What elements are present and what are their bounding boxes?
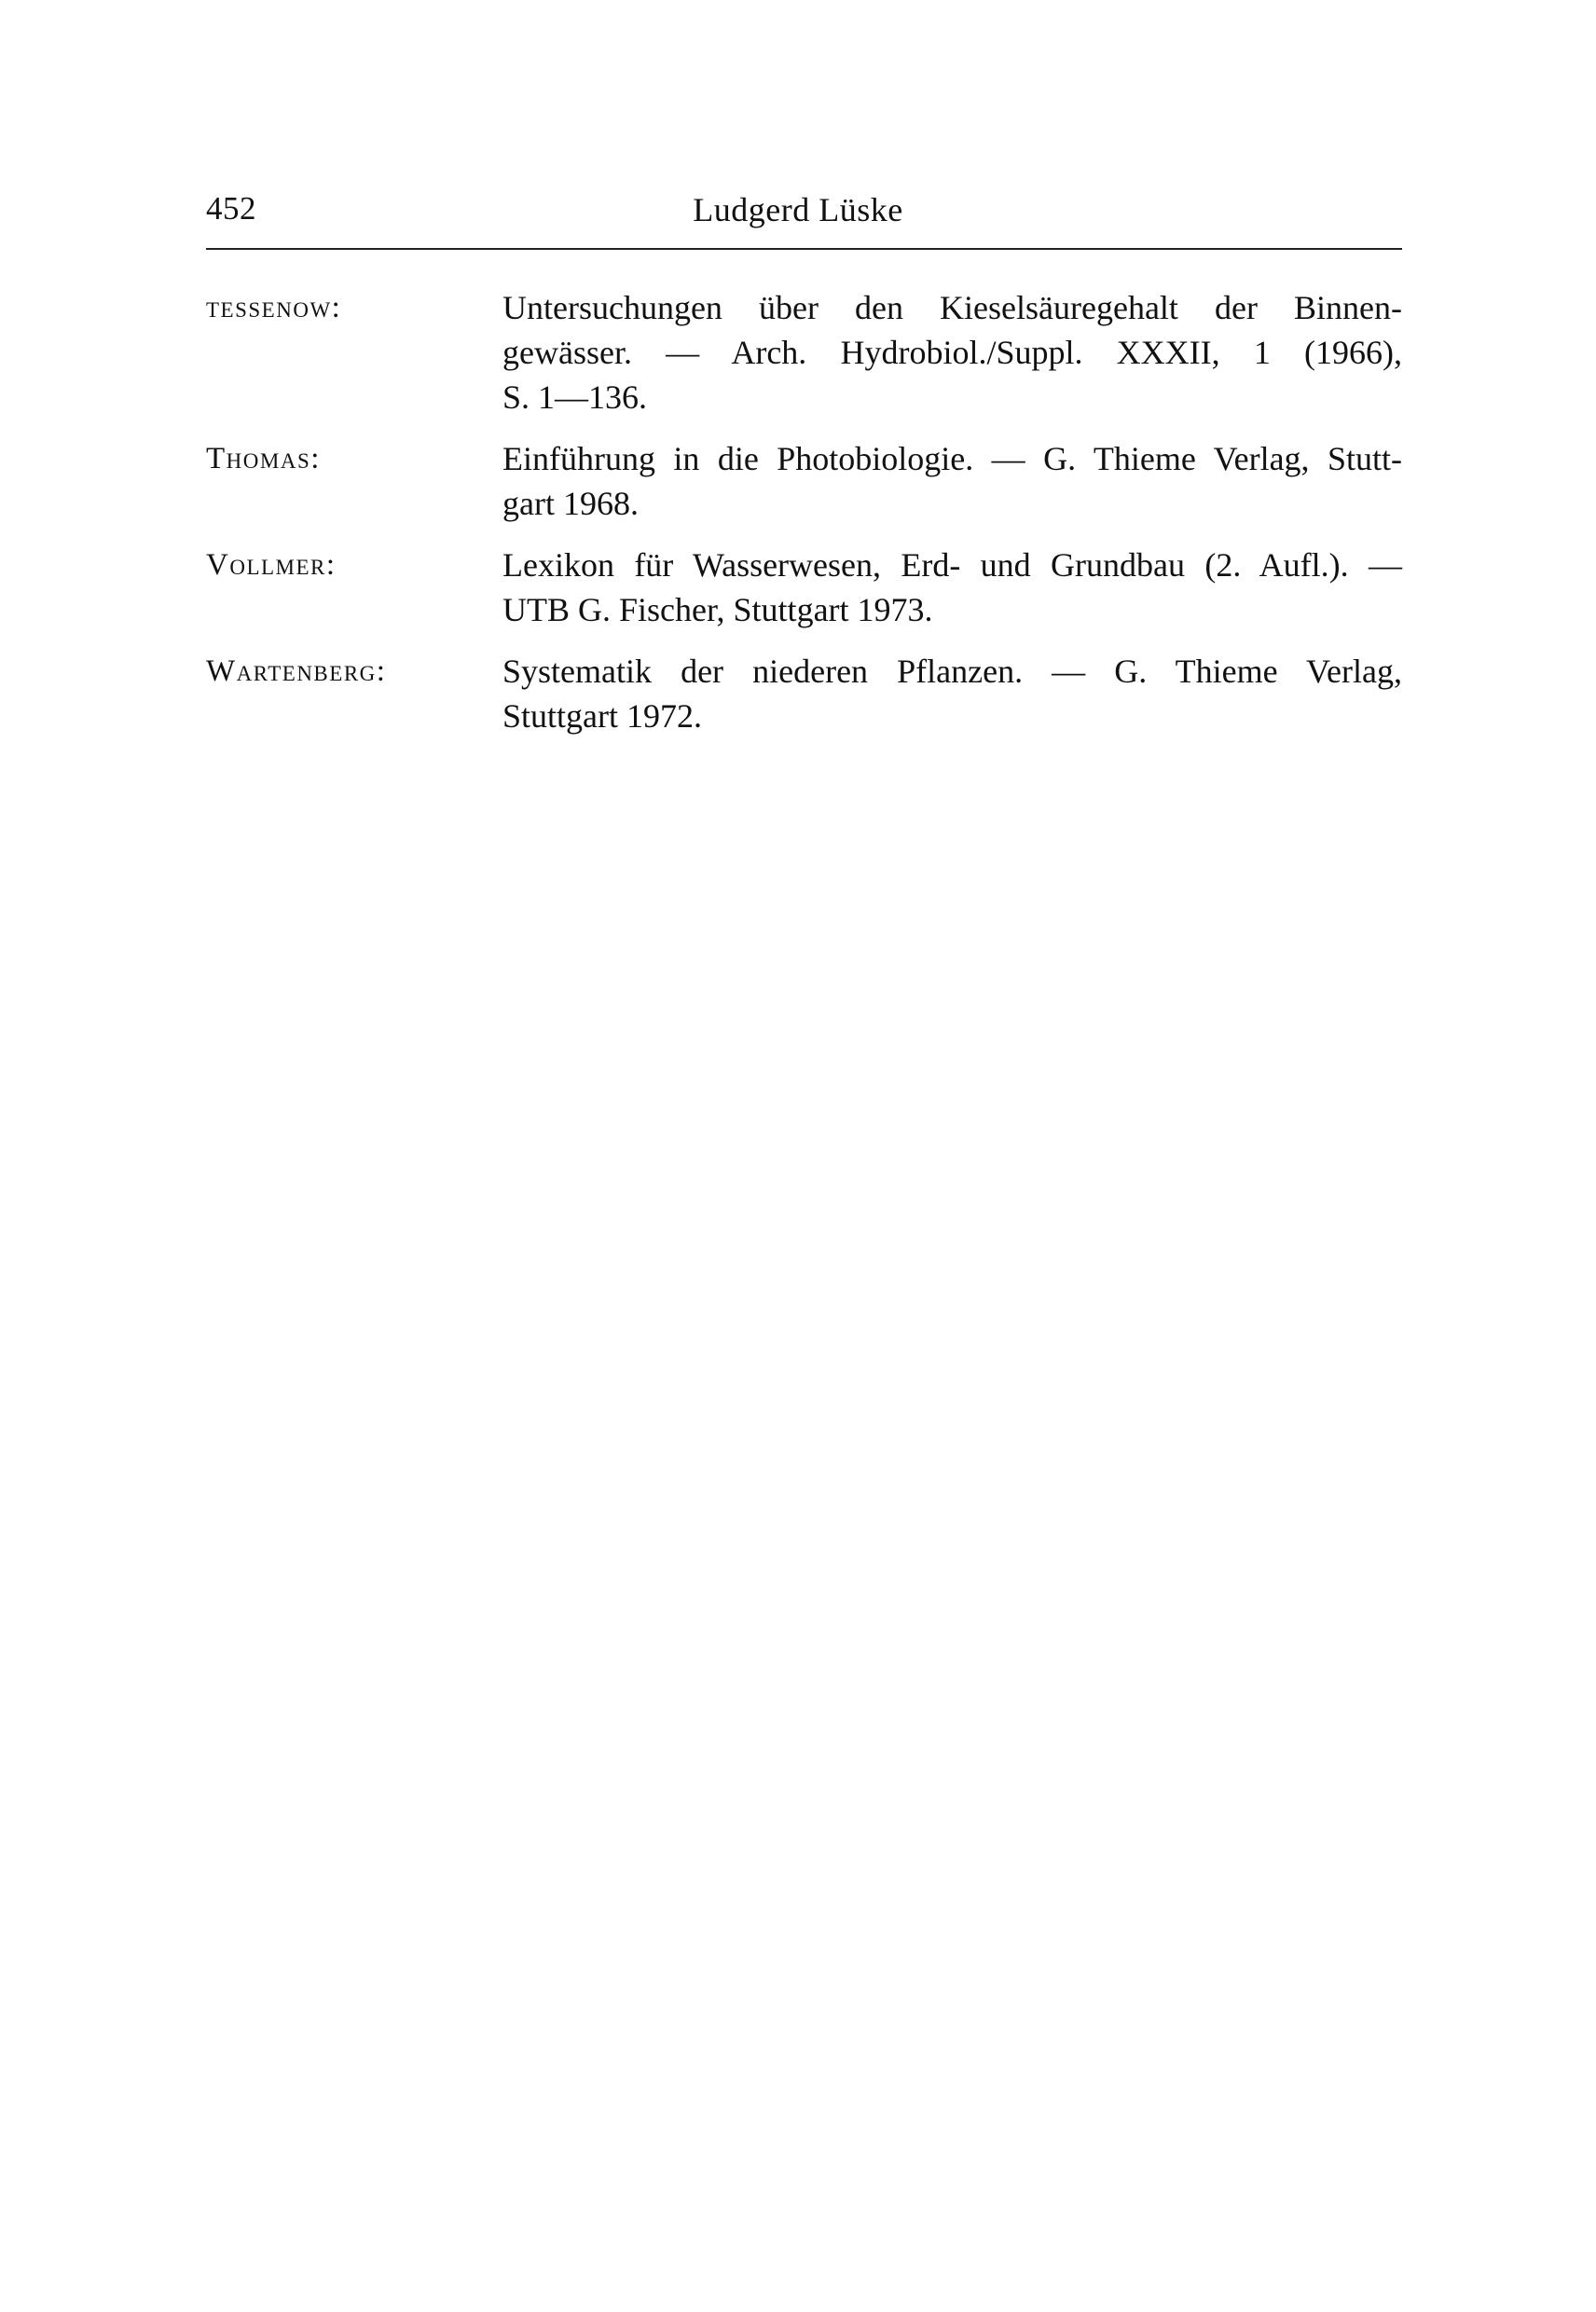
reference-line: gart 1968. <box>502 485 639 522</box>
reference-line: gewässer. — Arch. Hydrobiol./Suppl. XXXII, 1 (1966), <box>502 334 1402 371</box>
reference-line: UTB G. Fischer, Stuttgart 1973. <box>502 591 933 628</box>
reference-line: S. 1—136. <box>502 378 648 416</box>
reference-entry <box>206 436 1402 526</box>
reference-line: Untersuchungen über den Kieselsäuregehalt der Binnen- <box>502 289 1402 326</box>
reference-line: Einführung in die Photobiologie. — G. Thieme Verlag, Stutt- <box>502 440 1402 477</box>
reference-author: tessenow: <box>206 291 342 324</box>
page-number: 452 <box>206 190 256 227</box>
reference-text <box>502 436 1402 526</box>
reference-line: Stuttgart 1972. <box>502 697 702 735</box>
reference-text <box>502 285 1402 420</box>
reference-entry <box>206 543 1402 632</box>
reference-list <box>206 285 1402 755</box>
reference-line: Lexikon für Wasserwesen, Erd- und Grundbau (2. Aufl.). — <box>502 546 1402 584</box>
reference-text <box>502 543 1402 632</box>
reference-entry <box>206 285 1402 420</box>
reference-author: Thomas: <box>206 442 321 475</box>
reference-line: Systematik der niederen Pflanzen. — G. Thieme Verlag, <box>502 653 1402 690</box>
reference-author: Wartenberg: <box>206 654 387 688</box>
reference-text <box>502 649 1402 738</box>
running-head: Ludgerd Lüske <box>693 191 903 228</box>
reference-entry <box>206 649 1402 738</box>
reference-author: Vollmer: <box>206 548 337 582</box>
header-rule <box>206 248 1402 250</box>
